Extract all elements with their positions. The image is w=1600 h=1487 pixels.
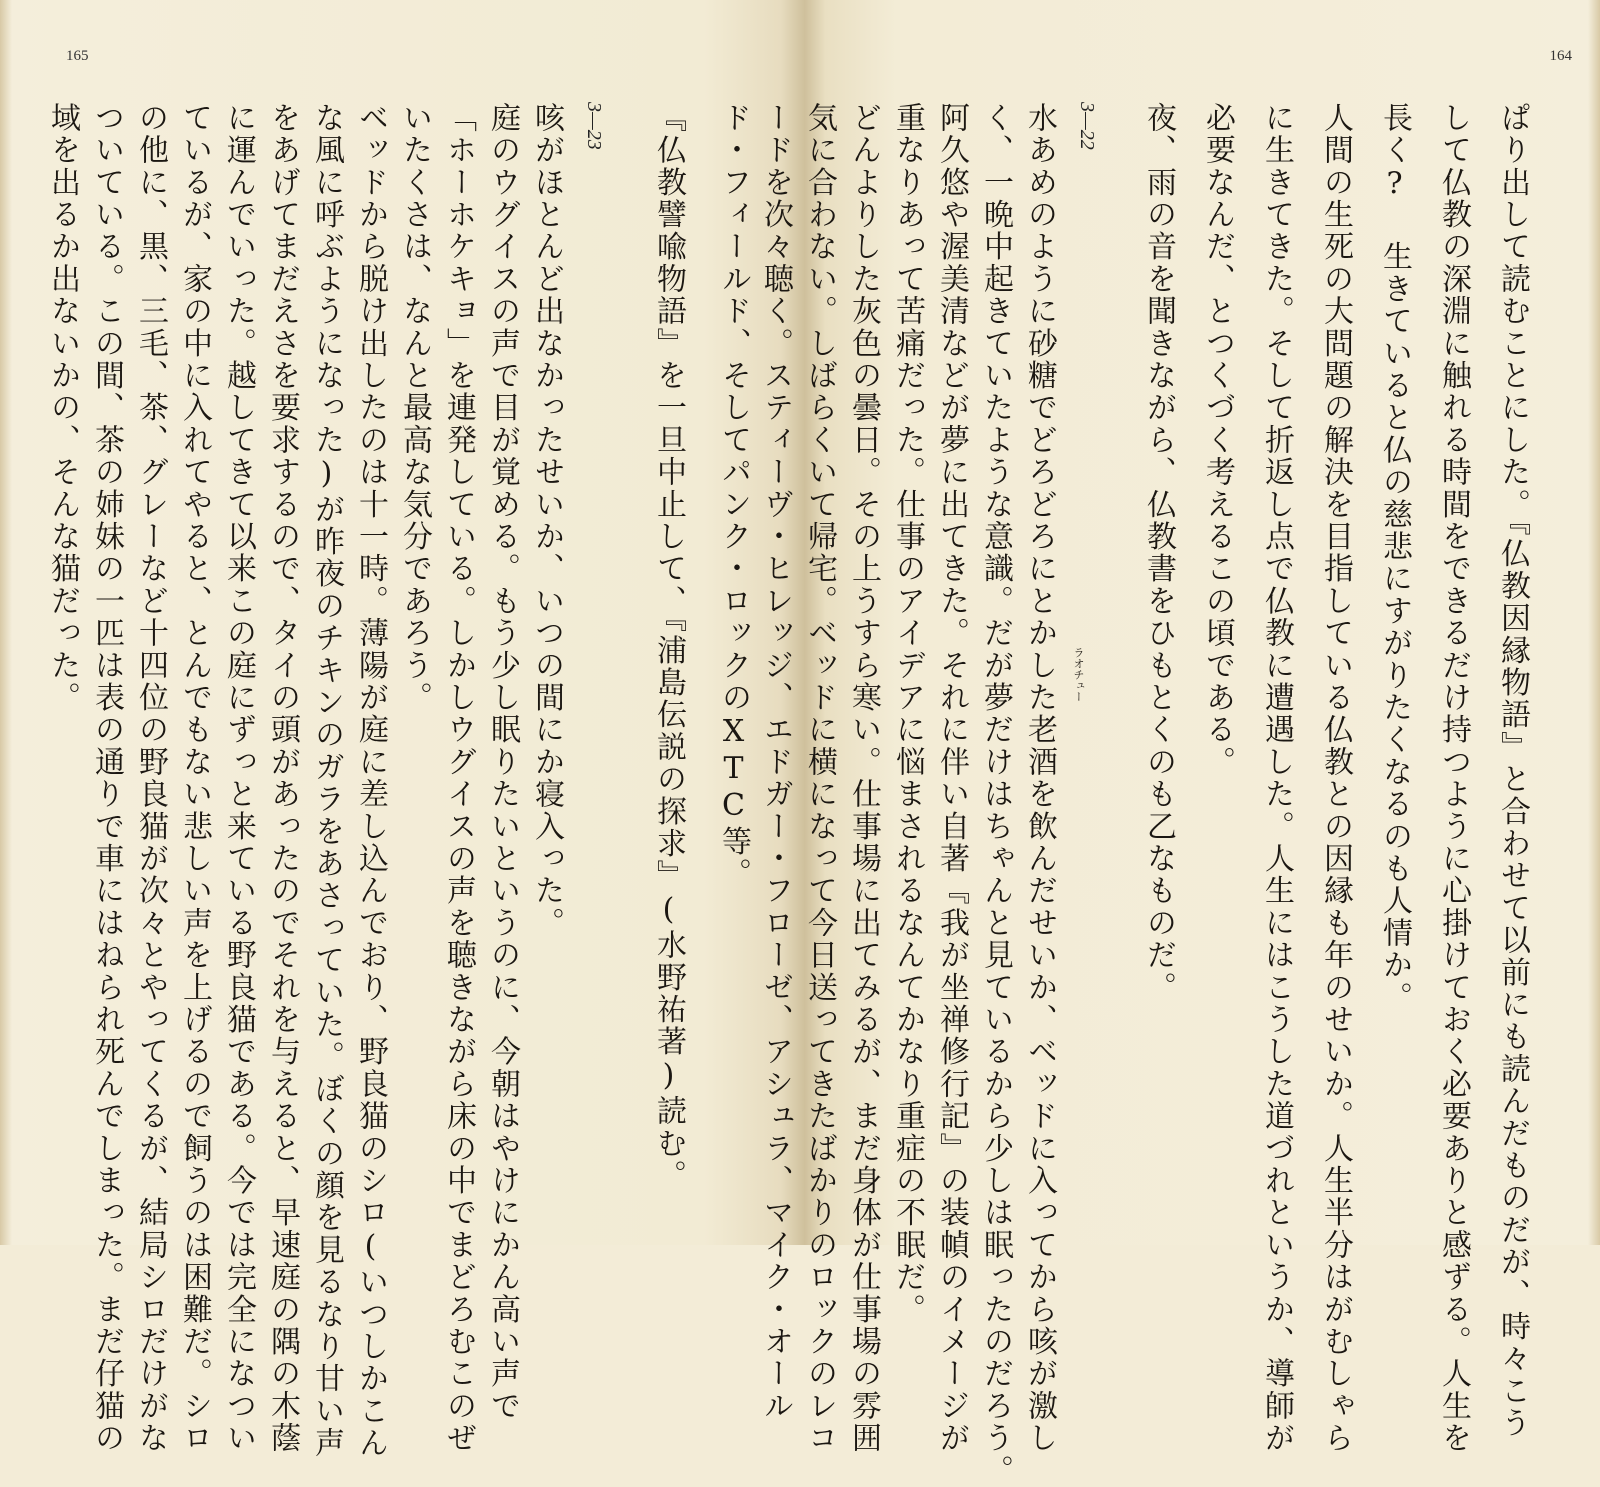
text-line: 阿久悠や渥美清などが夢に出てきた。それに伴い自著『我が坐禅修行記』の装幀のイメージが	[934, 102, 969, 1455]
text-line: 夜、雨の音を聞きながら、仏教書をひもとくのも乙なものだ。	[1141, 102, 1176, 1004]
text-line: 必要なんだ、とつくづく考えるこの頃である。	[1200, 102, 1235, 779]
text-line: ているが、家の中に入れてやると、とんでもない悲しい声を上げるので飼うのは困難だ。シロ	[177, 102, 212, 1455]
text-line: ぱり出して読むことにした。『仏教因縁物語』と合わせて以前にも読んだものだが、時々こう	[1495, 102, 1530, 1440]
text-line: 長く? 生きていると仏の慈悲にすがりたくなるのも人情か。	[1377, 102, 1412, 1014]
text-line: ードを次々聴く。スティーヴ・ヒレッジ、エドガー・フローゼ、アシュラ、マイク・オール	[758, 102, 793, 1423]
entry-date-heading: 3—23	[583, 102, 605, 150]
left-page	[0, 0, 795, 1460]
text-line: 「ホーホケキョ」を連発している。しかしウグイスの声を聴きながら床の中でまどろむこのぜ	[441, 102, 476, 1455]
page-number: 164	[1549, 48, 1572, 64]
text-line: な風に呼ぶようになった)が昨夜のチキンのガラをあさっていた。ぼくの顔を見るなり甘い声	[309, 102, 344, 1460]
text-line: 庭のウグイスの声で目が覚める。もう少し眠りたいというのに、今朝はやけにかん高い声で	[485, 102, 520, 1423]
text-line: 咳がほとんど出なかったせいか、いつの間にか寝入った。	[529, 102, 564, 940]
text-line: して仏教の深淵に触れる時間をできるだけ持つように心掛けておく必要ありと感ずる。人生を	[1436, 102, 1471, 1455]
text-line: をあげてまだえさを要求するので、タイの頭があったのでそれを与えると、早速庭の隅の木蔭	[265, 102, 300, 1455]
text-line: 『仏教譬喩物語』を一旦中止して、『浦島伝説の探求』(水野祐著)読む。	[651, 102, 686, 1192]
entry-date-heading: 3—22	[1076, 102, 1098, 150]
text-line: く、一晩中起きていたような意識。だが夢だけはちゃんと見ているから少しは眠ったのだろう。	[978, 102, 1013, 1487]
text-line: 水あめのように砂糖でどろどろにとかした老酒を飲んだせいか、ベッドに入ってから咳が激し	[1022, 102, 1057, 1455]
text-line: に生きてきた。そして折返し点で仏教に遭遇した。人生にはこうした道づれというか、導師が	[1259, 102, 1294, 1455]
page-number: 165	[66, 48, 89, 64]
text-line: どんよりした灰色の曇日。その上うすら寒い。仕事場に出てみるが、まだ身体が仕事場の雰囲	[846, 102, 881, 1455]
text-line: 人間の生死の大問題の解決を目指している仏教との因縁も年のせいか。人生半分はがむしゃら	[1318, 102, 1353, 1455]
text-line: 重なりあって苦痛だった。仕事のアイデアに悩まされるなんてかなり重症の不眠だ。	[890, 102, 925, 1326]
right-page	[758, 0, 1600, 1487]
text-line: ベッドから脱け出したのは十一時。薄陽が庭に差し込んでおり、野良猫のシロ(いつしかこん	[353, 102, 388, 1460]
ruby-annotation: ラオチュー	[1072, 647, 1085, 702]
text-line: いたくさは、なんと最高な気分であろう。	[397, 102, 432, 714]
text-line: の他に、黒、三毛、茶、グレーなど十四位の野良猫が次々とやってくるが、結局シロだけがな	[133, 102, 168, 1455]
text-line: 気に合わない。しばらくいて帰宅。ベッドに横になって今日送ってきたばかりのロックのレコ	[802, 102, 837, 1455]
text-line: 域を出るか出ないかの、そんな猫だった。	[45, 102, 80, 714]
text-line: ド・フィールド、そしてパンク・ロックのXTC等。	[716, 102, 751, 890]
text-line: ついている。この間、茶の姉妹の一匹は表の通りで車にはねられ死んでしまった。まだ仔猫の	[89, 102, 124, 1455]
text-line: に運んでいった。越してきて以来この庭にずっと来ている野良猫である。今では完全になつい	[221, 102, 256, 1455]
